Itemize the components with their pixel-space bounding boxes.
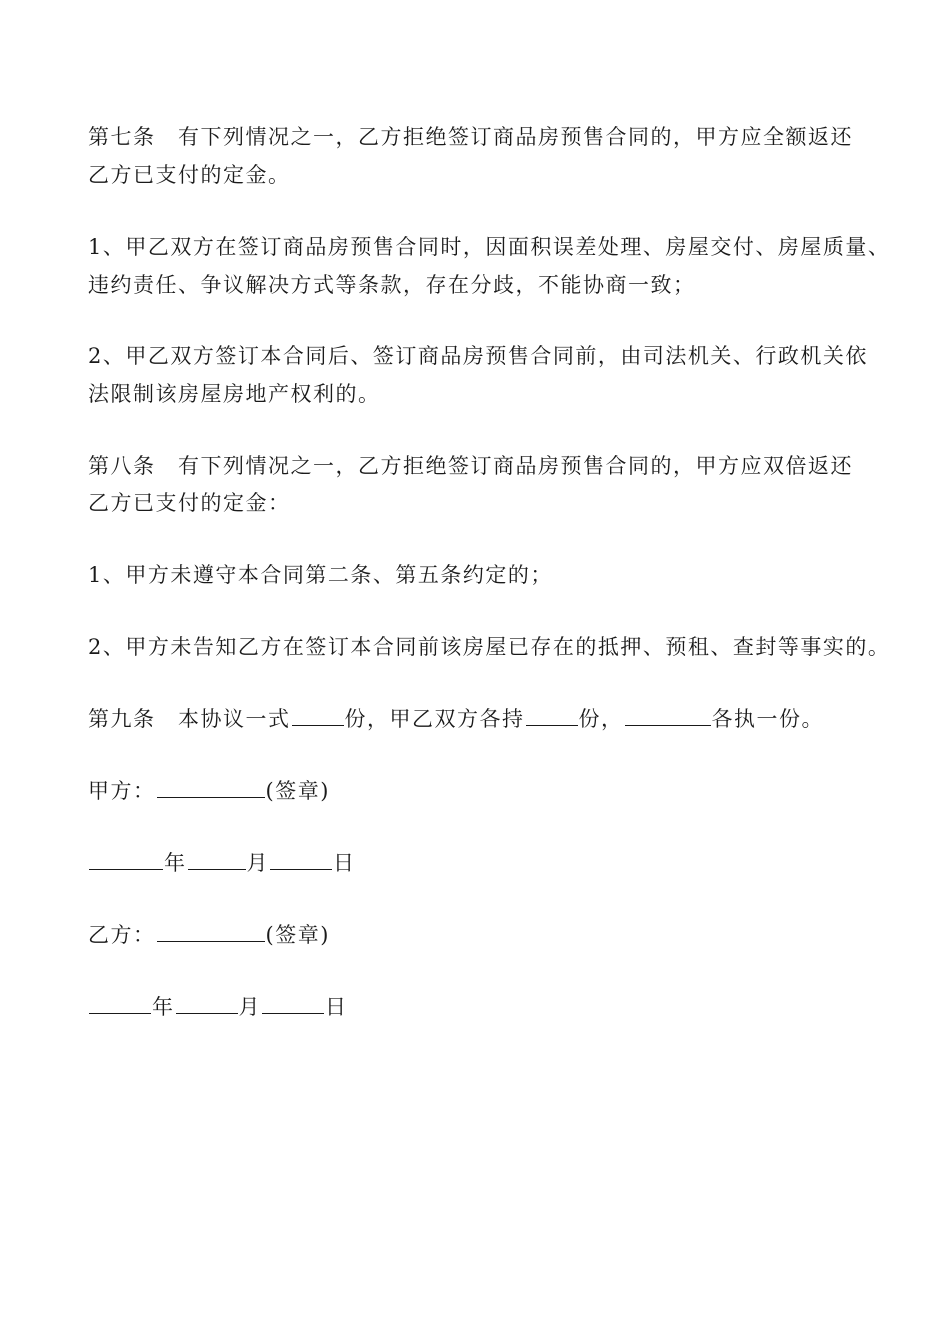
article9-part2: 份，甲乙双方各持 (344, 707, 525, 731)
party-b-day-blank[interactable] (262, 995, 324, 1014)
party-a-month-label: 月 (246, 851, 269, 875)
copies-each-blank[interactable] (526, 707, 578, 726)
party-b-month-label: 月 (238, 995, 261, 1019)
party-a-month-blank[interactable] (188, 851, 246, 870)
party-b-signature-blank[interactable] (157, 923, 265, 942)
article8-line2: 乙方已支付的定金： (88, 491, 291, 515)
party-b-year-label: 年 (152, 995, 175, 1019)
other-party-blank[interactable] (625, 707, 711, 726)
party-a-signature (88, 778, 330, 804)
party-a-day-label: 日 (333, 851, 356, 875)
item8-2: 2、甲方未告知乙方在签订本合同前该房屋已存在的抵押、预租、查封等事实的。 (88, 635, 891, 659)
item7-1-line1: 1、甲乙双方在签订商品房预售合同时，因面积误差处理、房屋交付、房屋质量、 (88, 235, 891, 259)
item8-1: 1、甲方未遵守本合同第二条、第五条约定的； (88, 563, 553, 587)
party-b-year-blank[interactable] (89, 995, 151, 1014)
party-a-year-label: 年 (164, 851, 187, 875)
party-a-seal: (签章) (265, 779, 330, 803)
copies-total-blank[interactable] (292, 707, 344, 726)
party-b-signature (88, 922, 330, 948)
article8-line1: 第八条 有下列情况之一，乙方拒绝签订商品房预售合同的，甲方应双倍返还 (88, 454, 853, 478)
item7-1-line2: 违约责任、争议解决方式等条款，存在分歧，不能协商一致； (88, 273, 696, 297)
party-b-seal: (签章) (265, 923, 330, 947)
party-a-year-blank[interactable] (89, 851, 163, 870)
article9 (88, 706, 824, 732)
party-b-day-label: 日 (325, 995, 348, 1019)
party-b-date (88, 994, 348, 1020)
item7-2-line1: 2、甲乙双方签订本合同后、签订商品房预售合同前，由司法机关、行政机关依 (88, 344, 868, 368)
item7-2-line2: 法限制该房屋房地产权利的。 (88, 382, 381, 406)
party-b-month-blank[interactable] (176, 995, 238, 1014)
party-a-label: 甲方： (88, 779, 156, 803)
article7-line2: 乙方已支付的定金。 (88, 163, 291, 187)
article9-part4: 各执一份。 (711, 707, 824, 731)
party-b-label: 乙方： (88, 923, 156, 947)
party-a-date (88, 850, 356, 876)
article9-prefix: 第九条 本协议一式 (88, 707, 291, 731)
article7-line1: 第七条 有下列情况之一，乙方拒绝签订商品房预售合同的，甲方应全额返还 (88, 125, 853, 149)
party-a-day-blank[interactable] (270, 851, 332, 870)
article9-part3: 份， (578, 707, 624, 731)
party-a-signature-blank[interactable] (157, 779, 265, 798)
